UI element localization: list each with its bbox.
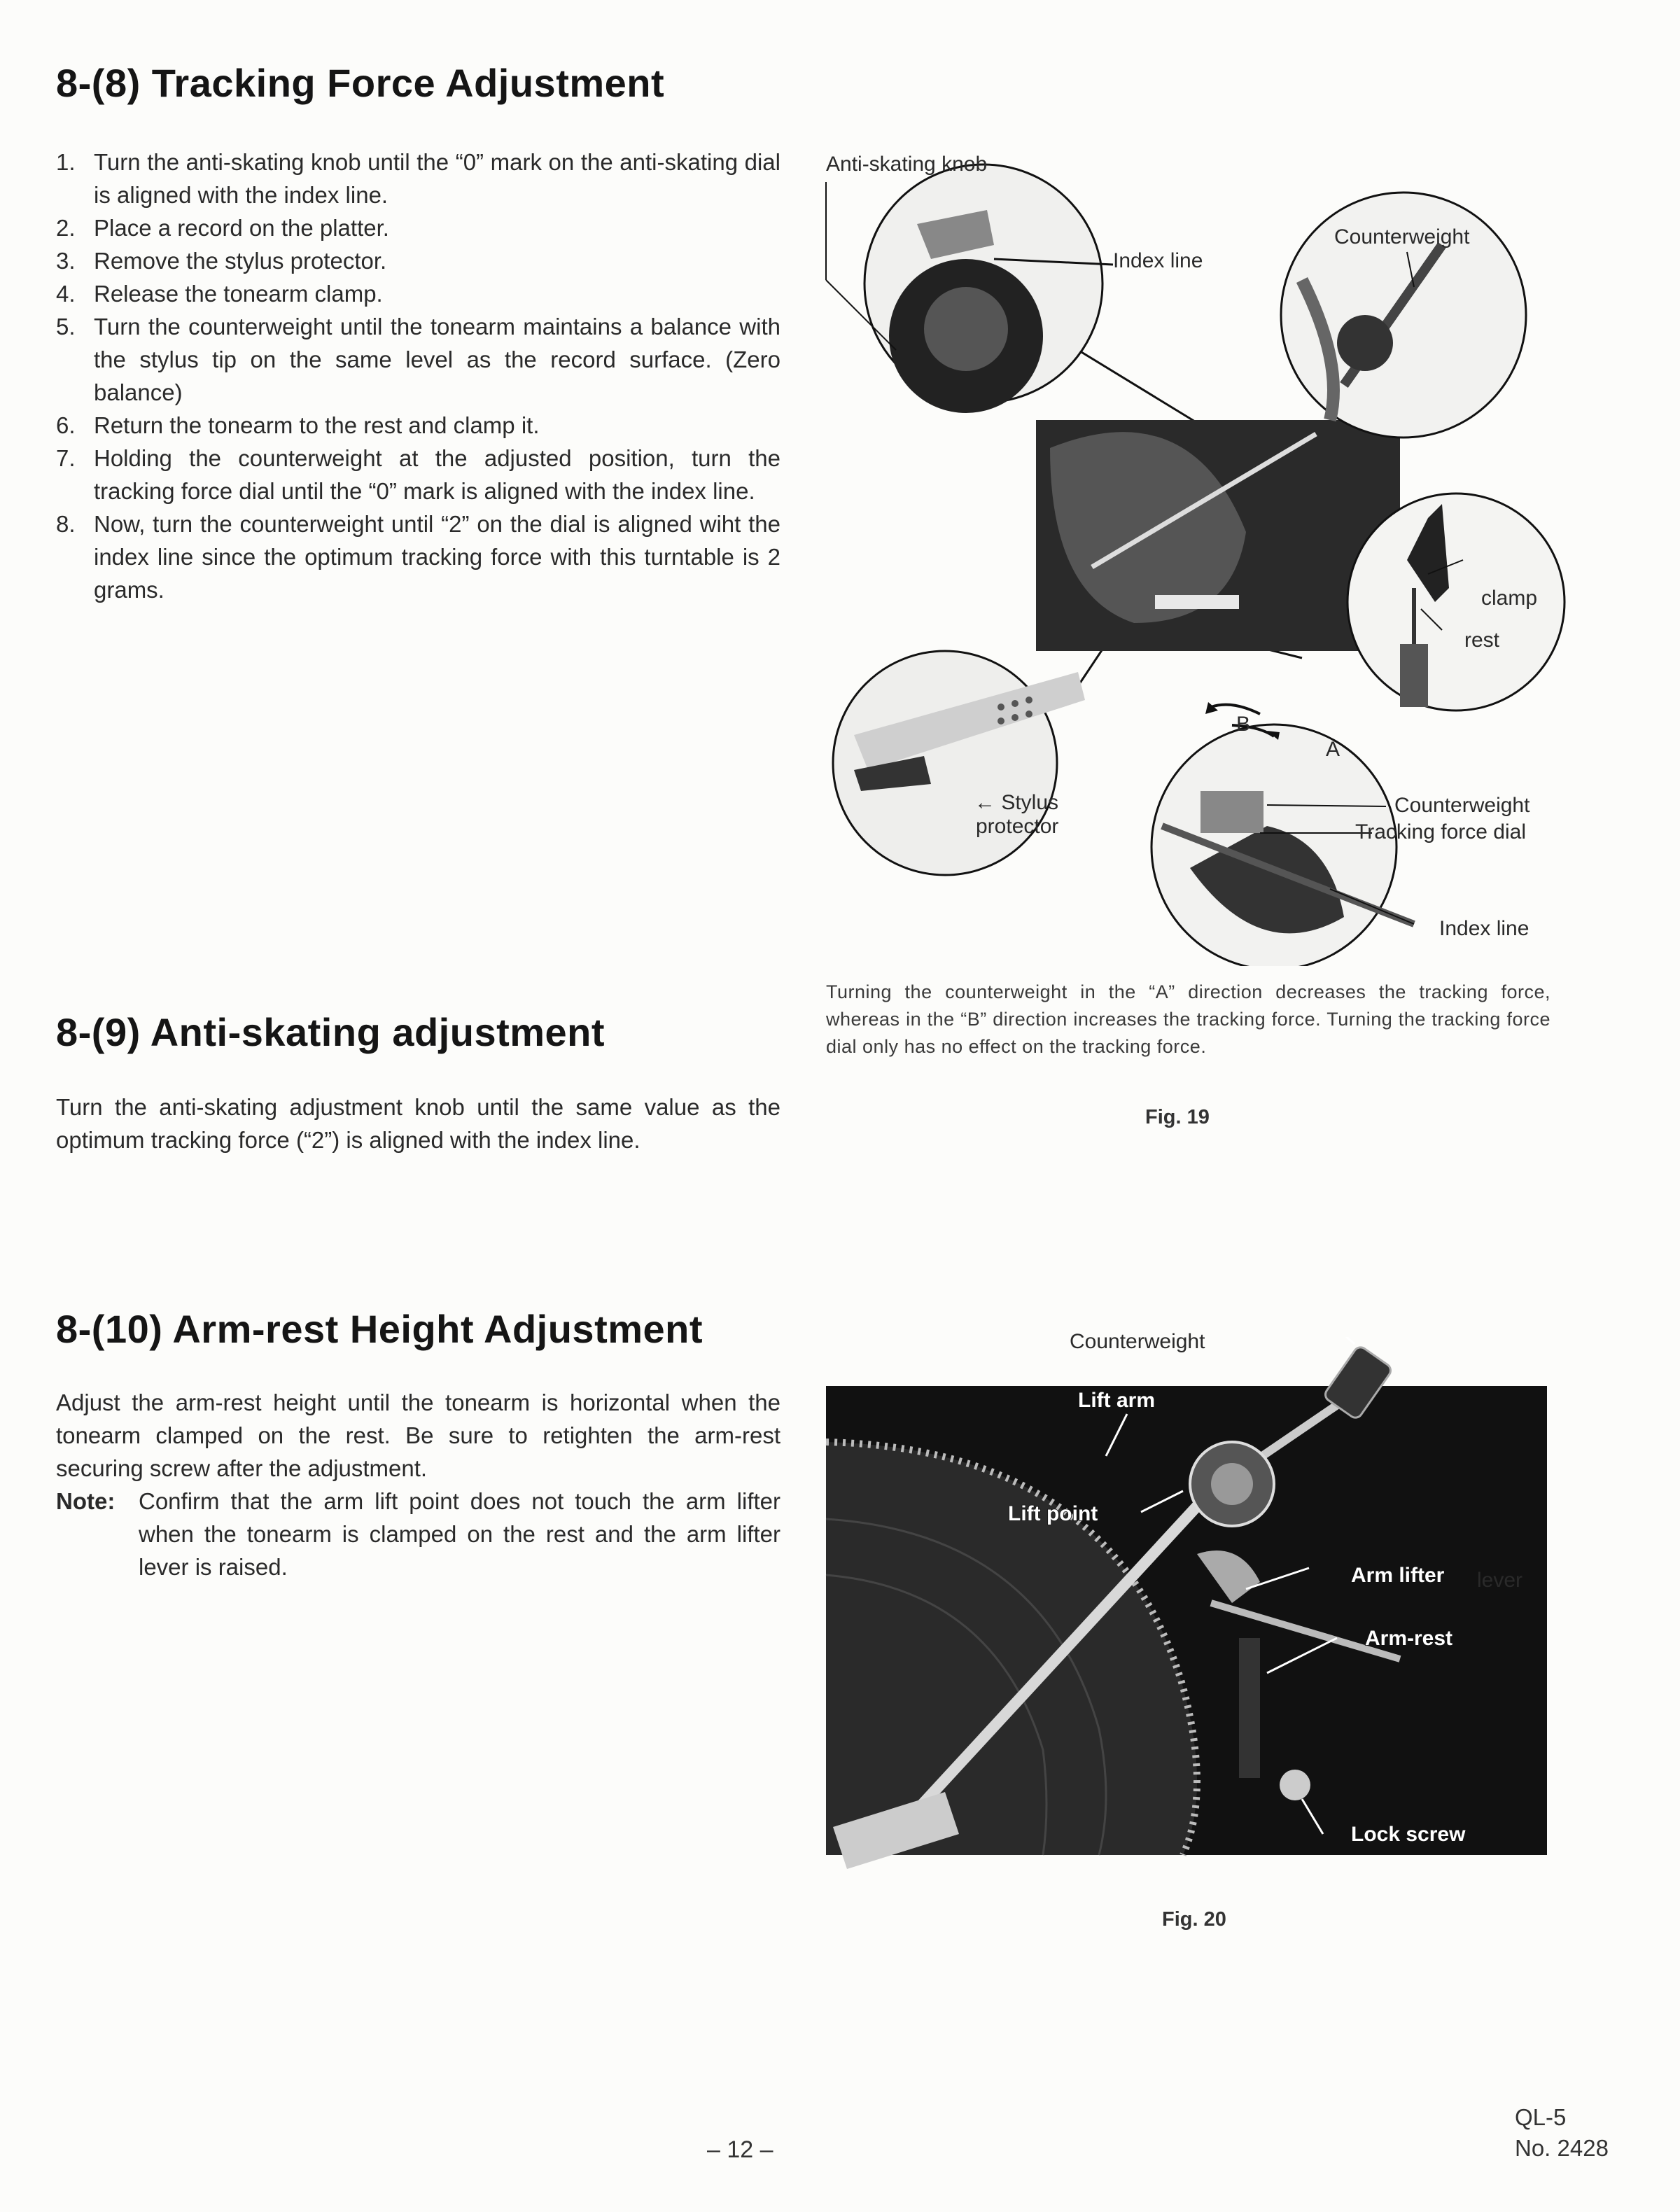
anti-skating-text: Turn the anti-skating adjustment knob until the same value as the optimum tracking force (“2”) is aligned with the index line. xyxy=(56,1094,780,1153)
turntable-body xyxy=(1036,420,1400,651)
fig19-title: Fig. 19 xyxy=(1145,1106,1210,1128)
arm-rest-text: Adjust the arm-rest height until the tonearm is horizontal when the tonearm clamped on the rest. Be sure to retighten the arm-rest securing screw after the adjustment. xyxy=(56,1390,780,1481)
fig20-photo xyxy=(819,1337,1561,1869)
section-title-tracking-force: 8-(8) Tracking Force Adjustment xyxy=(56,61,665,105)
label-tracking-force-dial: Tracking force dial xyxy=(1355,820,1526,844)
label-index-line-top: Index line xyxy=(1113,249,1203,272)
fig20-label-lever: lever xyxy=(1477,1569,1523,1592)
section-title-anti-skating: 8-(9) Anti-skating adjustment xyxy=(56,1010,606,1054)
fig20-label-counterweight: Counterweight xyxy=(1070,1330,1205,1353)
list-item: 7. Holding the counterweight at the adjusted position, turn the tracking force dial until the “0” mark is aligned with the index line. xyxy=(56,445,780,504)
label-counterweight-bottom: Counterweight xyxy=(1394,794,1530,817)
list-item: 8. Now, turn the counterweight until “2” on the dial is aligned wiht the index line since the optimum tracking force with this turntable is 2 grams. xyxy=(56,511,780,603)
tracking-force-steps xyxy=(56,146,780,606)
label-clamp: clamp xyxy=(1481,587,1538,610)
label-lift-point: Lift point xyxy=(1008,1502,1098,1525)
list-item: 4. Release the tonearm clamp. xyxy=(56,281,383,307)
label-direction-b: B xyxy=(1236,713,1251,736)
note-label: Note: xyxy=(56,1488,115,1514)
stylus-protector-circle xyxy=(833,651,1085,875)
label-lock-screw: Lock screw xyxy=(1351,1823,1466,1846)
label-index-line-bottom: Index line xyxy=(1439,917,1530,940)
list-item: 1. Turn the anti-skating knob until the “0” mark on the anti-skating dial is aligned with the index line. xyxy=(56,149,780,208)
fig20-title: Fig. 20 xyxy=(1162,1908,1226,1931)
fig19-caption: Turning the counterweight in the “A” direction decreases the tracking force, whereas in the “B” direction increases the tracking force. Turning the tracking force dial only has no effect on the tracking force. xyxy=(826,981,1550,1057)
label-protector: protector xyxy=(976,815,1059,838)
list-item: 6. Return the tonearm to the rest and clamp it. xyxy=(56,412,540,438)
label-counterweight-top: Counterweight xyxy=(1334,225,1470,248)
label-lift-arm: Lift arm xyxy=(1078,1389,1156,1412)
list-item: 2. Place a record on the platter. xyxy=(56,215,389,241)
anti-skating-knob-circle xyxy=(864,164,1113,413)
document-number: No. 2428 xyxy=(1515,2135,1609,2161)
model-number: QL-5 xyxy=(1515,2104,1567,2130)
label-rest: rest xyxy=(1464,629,1500,652)
list-item: 5. Turn the counterweight until the tonearm maintains a balance with the stylus tip on the same level as the record surface. (Zero balance) xyxy=(56,314,780,405)
note xyxy=(56,1485,780,1583)
section-title-arm-rest: 8-(10) Arm-rest Height Adjustment xyxy=(56,1307,704,1351)
label-arm-lifter: Arm lifter xyxy=(1351,1564,1445,1587)
label-stylus: ← Stylus xyxy=(974,791,1059,814)
label-anti-skating-knob: Anti-skating knob xyxy=(826,153,988,176)
note-text: Confirm that the arm lift point does not touch the arm lifter when the tonearm is clamped on the rest and the arm lifter lever is raised. xyxy=(139,1488,780,1580)
page-number: – 12 – xyxy=(707,2136,774,2163)
label-direction-a: A xyxy=(1326,738,1340,761)
label-arm-rest: Arm-rest xyxy=(1365,1627,1453,1650)
arm-rest-body xyxy=(56,1386,780,1583)
list-item: 3. Remove the stylus protector. xyxy=(56,248,387,274)
